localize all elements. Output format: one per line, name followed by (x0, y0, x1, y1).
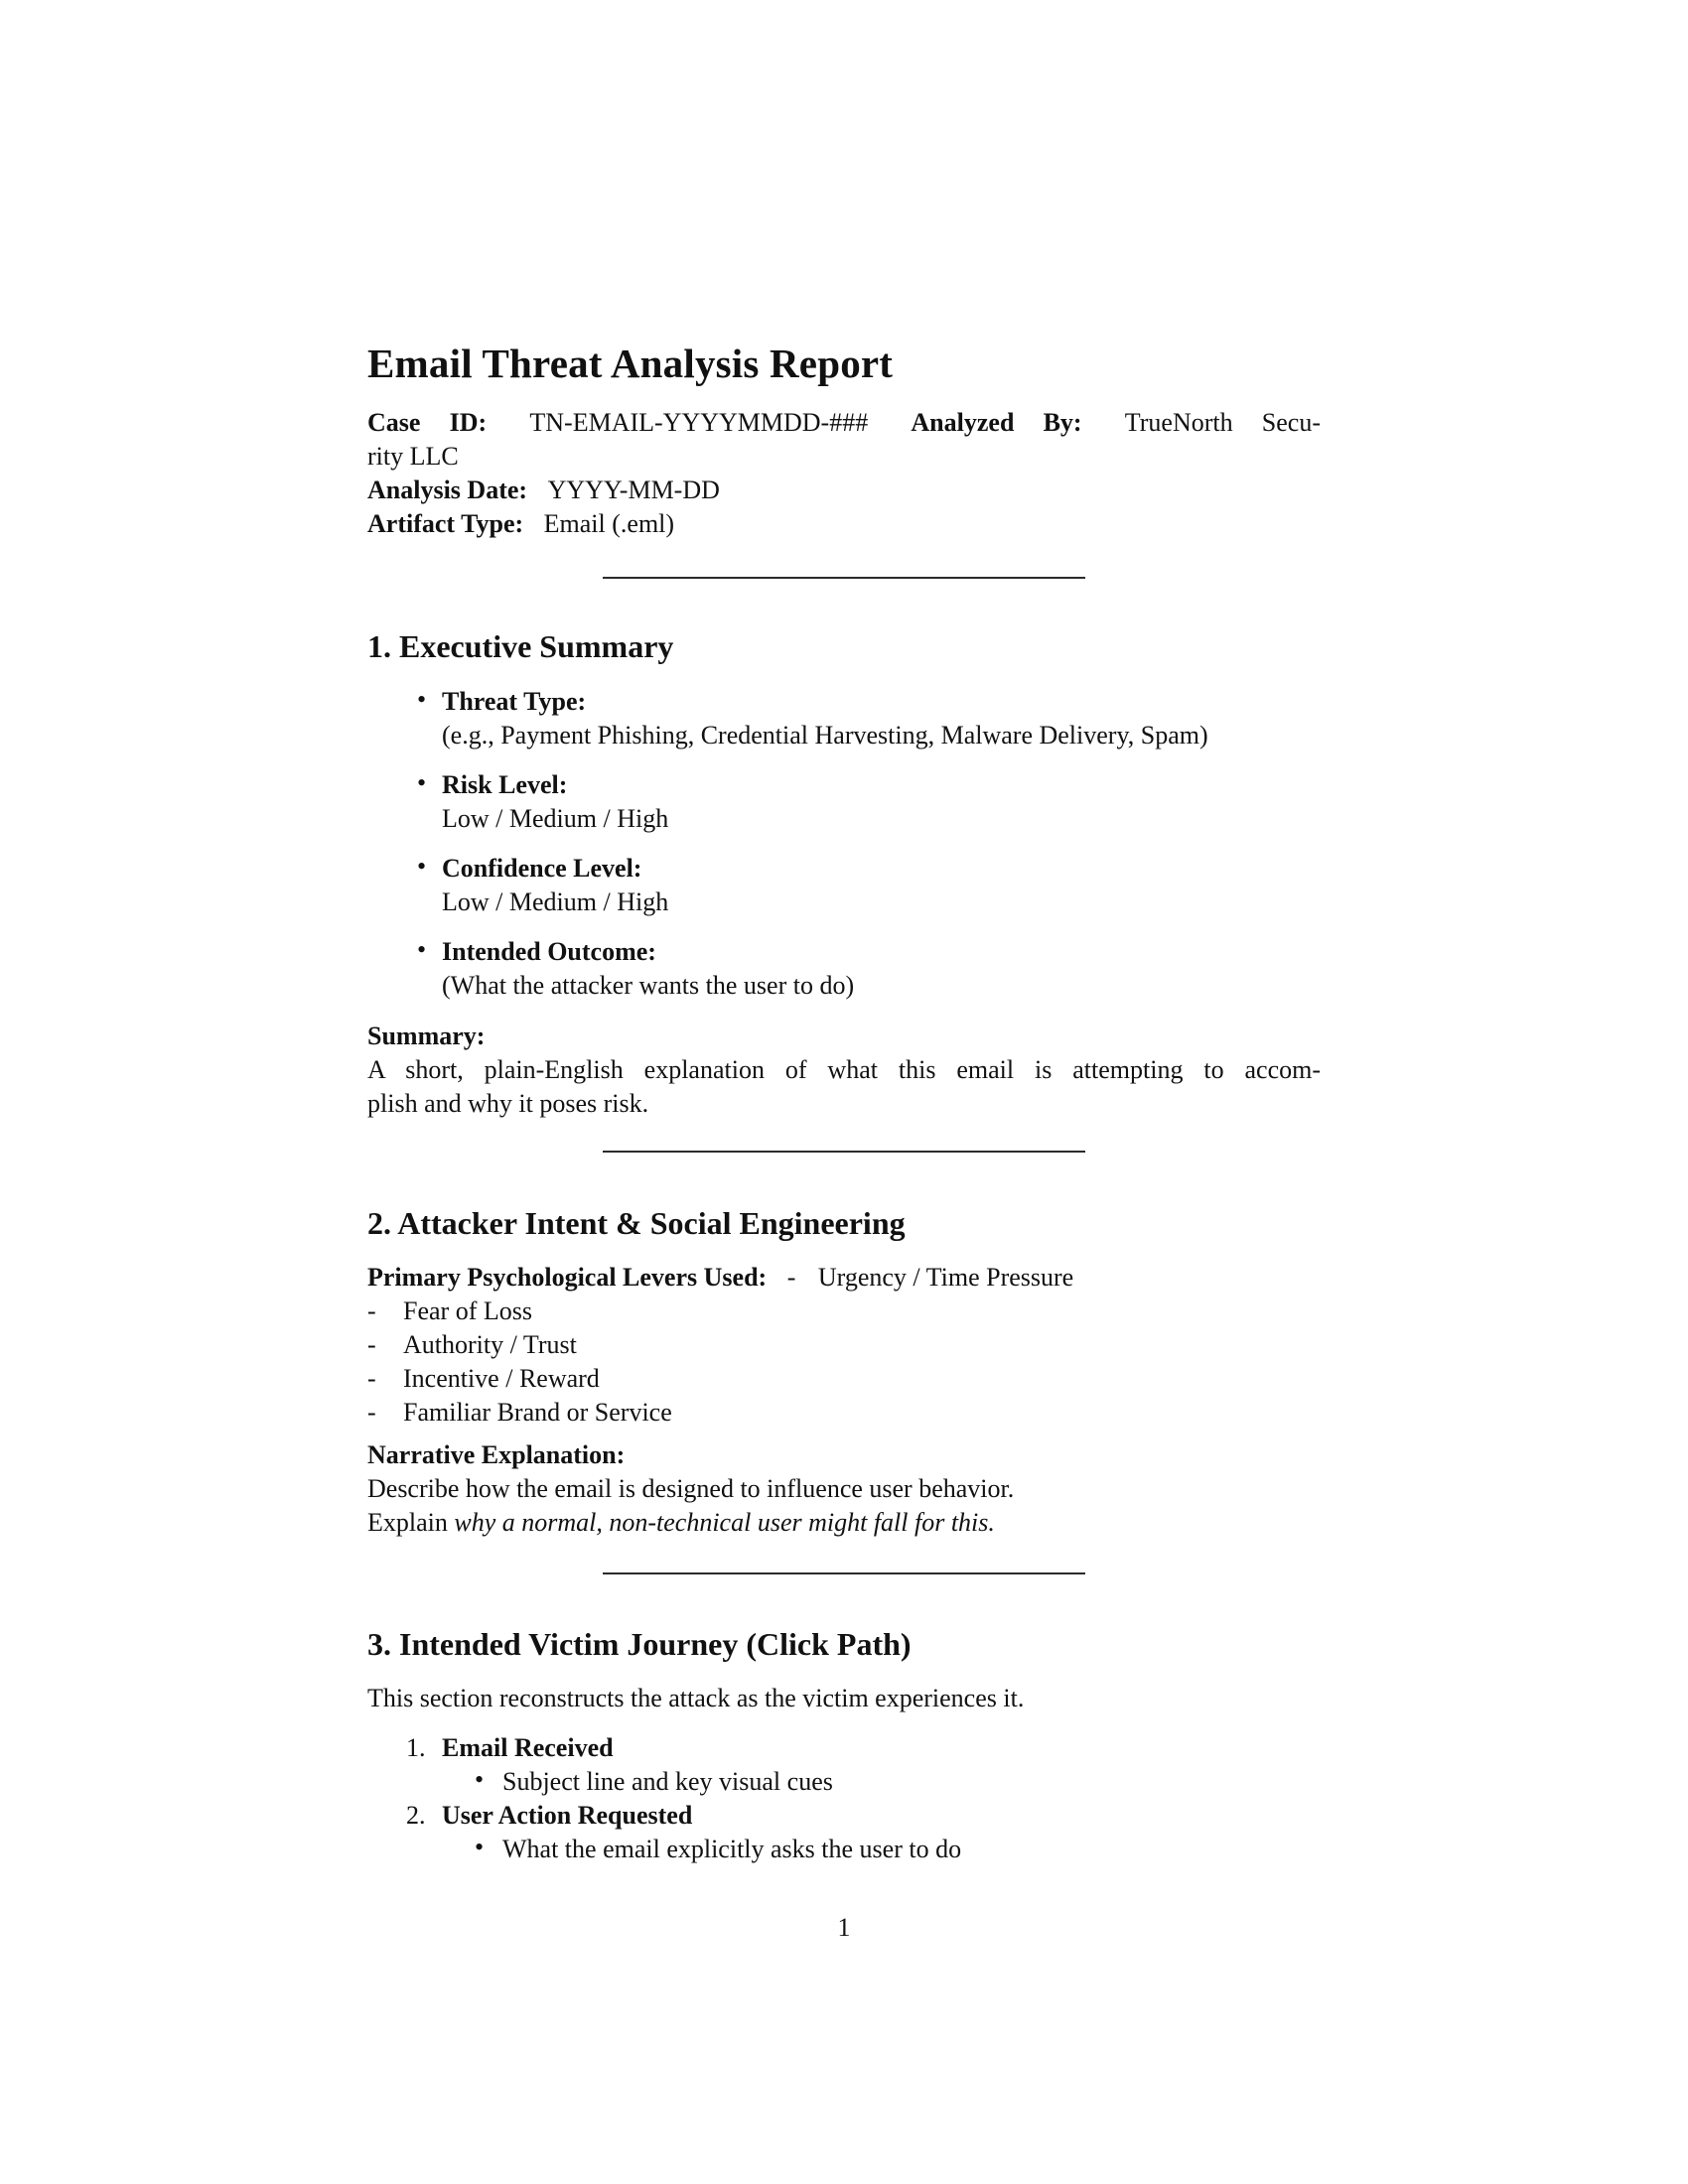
psychological-levers (367, 1261, 1321, 1430)
executive-summary-list (367, 685, 1321, 1019)
section-divider (603, 1572, 1085, 1574)
intended-outcome-label: Intended Outcome: (442, 937, 656, 966)
summary-label: Summary: (367, 1022, 486, 1050)
summary-paragraph (367, 1020, 1321, 1121)
bullet-icon: • (417, 685, 427, 714)
step-item (367, 1799, 1321, 1833)
bullet-icon: • (475, 1833, 485, 1861)
step-detail: What the email explicitly asks the user to do (502, 1835, 962, 1863)
section-divider (603, 1151, 1085, 1153)
levers-label: Primary Psychological Levers Used: (367, 1263, 768, 1292)
list-item (367, 685, 1321, 752)
victim-journey-steps (367, 1731, 1321, 1866)
analyzed-by-label: Analyzed By: (911, 408, 1082, 437)
artifact-type-label: Artifact Type: (367, 509, 524, 538)
bullet-icon: • (475, 1765, 485, 1794)
list-item (367, 852, 1321, 919)
narrative-label: Narrative Explanation: (367, 1440, 626, 1469)
narrative-text-start: Explain (367, 1508, 455, 1537)
confidence-level-label: Confidence Level: (442, 854, 642, 883)
step-label: User Action Requested (442, 1801, 693, 1830)
dash-marker: - (367, 1297, 376, 1325)
lever-text: Familiar Brand or Service (403, 1398, 672, 1427)
step-detail: Subject line and key visual cues (502, 1767, 833, 1796)
page-title: Email Threat Analysis Report (367, 341, 894, 386)
lever-item (367, 1362, 1321, 1396)
risk-level-label: Risk Level: (442, 770, 568, 799)
meta-line-analysis-date (367, 474, 1321, 507)
report-metadata (367, 406, 1321, 541)
list-item (367, 768, 1321, 836)
narrative-text-line (367, 1506, 1321, 1540)
analyzed-by-value: TrueNorth Secu- (1124, 408, 1321, 437)
dash-marker: - (786, 1263, 796, 1292)
analysis-date-label: Analysis Date: (367, 476, 528, 504)
step-item (367, 1731, 1321, 1765)
section-3-heading: 3. Intended Victim Journey (Click Path) (367, 1626, 912, 1662)
confidence-level-detail: Low / Medium / High (442, 887, 669, 916)
bullet-icon: • (417, 768, 427, 797)
meta-line-analyzed-wrap: rity LLC (367, 442, 459, 471)
artifact-type-value: Email (.eml) (543, 509, 675, 538)
levers-lead-line (367, 1261, 1321, 1295)
analysis-date-value: YYYY-MM-DD (547, 476, 720, 504)
bullet-icon: • (417, 852, 427, 881)
step-sub-item (367, 1833, 1321, 1866)
section-divider (603, 577, 1085, 579)
step-label: Email Received (442, 1733, 614, 1762)
lever-item (367, 1295, 1321, 1328)
intended-outcome-detail: (What the attacker wants the user to do) (442, 971, 855, 1000)
threat-type-detail: (e.g., Payment Phishing, Credential Harvesting, Malware Delivery, Spam) (442, 721, 1208, 750)
threat-type-label: Threat Type: (442, 687, 587, 716)
bullet-icon: • (417, 935, 427, 964)
lever-text: Incentive / Reward (403, 1364, 600, 1393)
step-number: 1. (406, 1733, 426, 1762)
summary-text-line: plish and why it poses risk. (367, 1089, 649, 1118)
lever-text: Authority / Trust (403, 1330, 577, 1359)
step-number: 2. (406, 1801, 426, 1830)
risk-level-detail: Low / Medium / High (442, 804, 669, 833)
dash-marker: - (367, 1398, 376, 1427)
narrative-text-line: Describe how the email is designed to influence user behavior. (367, 1474, 1015, 1503)
case-id-value: TN-EMAIL-YYYYMMDD-### (529, 408, 869, 437)
meta-line-artifact-type (367, 507, 1321, 541)
page-number: 1 (837, 1913, 851, 1942)
narrative-text-end: . (988, 1508, 995, 1537)
dash-marker: - (367, 1330, 376, 1359)
step-sub-item (367, 1765, 1321, 1799)
narrative-explanation (367, 1438, 1321, 1540)
lever-item (367, 1396, 1321, 1430)
lever-text: Fear of Loss (403, 1297, 532, 1325)
meta-line-case-analyzed (367, 406, 1321, 440)
summary-text-line: A short, plain-English explanation of what this email is attempting to accom- (367, 1055, 1321, 1084)
dash-marker: - (367, 1364, 376, 1393)
case-id-label: Case ID: (367, 408, 488, 437)
narrative-text-italic: why a normal, non-technical user might fall for this (454, 1508, 989, 1537)
section-1-heading: 1. Executive Summary (367, 628, 674, 664)
list-item (367, 935, 1321, 1003)
lever-item (367, 1328, 1321, 1362)
section-2-heading: 2. Attacker Intent & Social Engineering (367, 1205, 906, 1241)
lever-item: Urgency / Time Pressure (817, 1263, 1074, 1292)
section-3-intro: This section reconstructs the attack as the victim experiences it. (367, 1684, 1025, 1712)
